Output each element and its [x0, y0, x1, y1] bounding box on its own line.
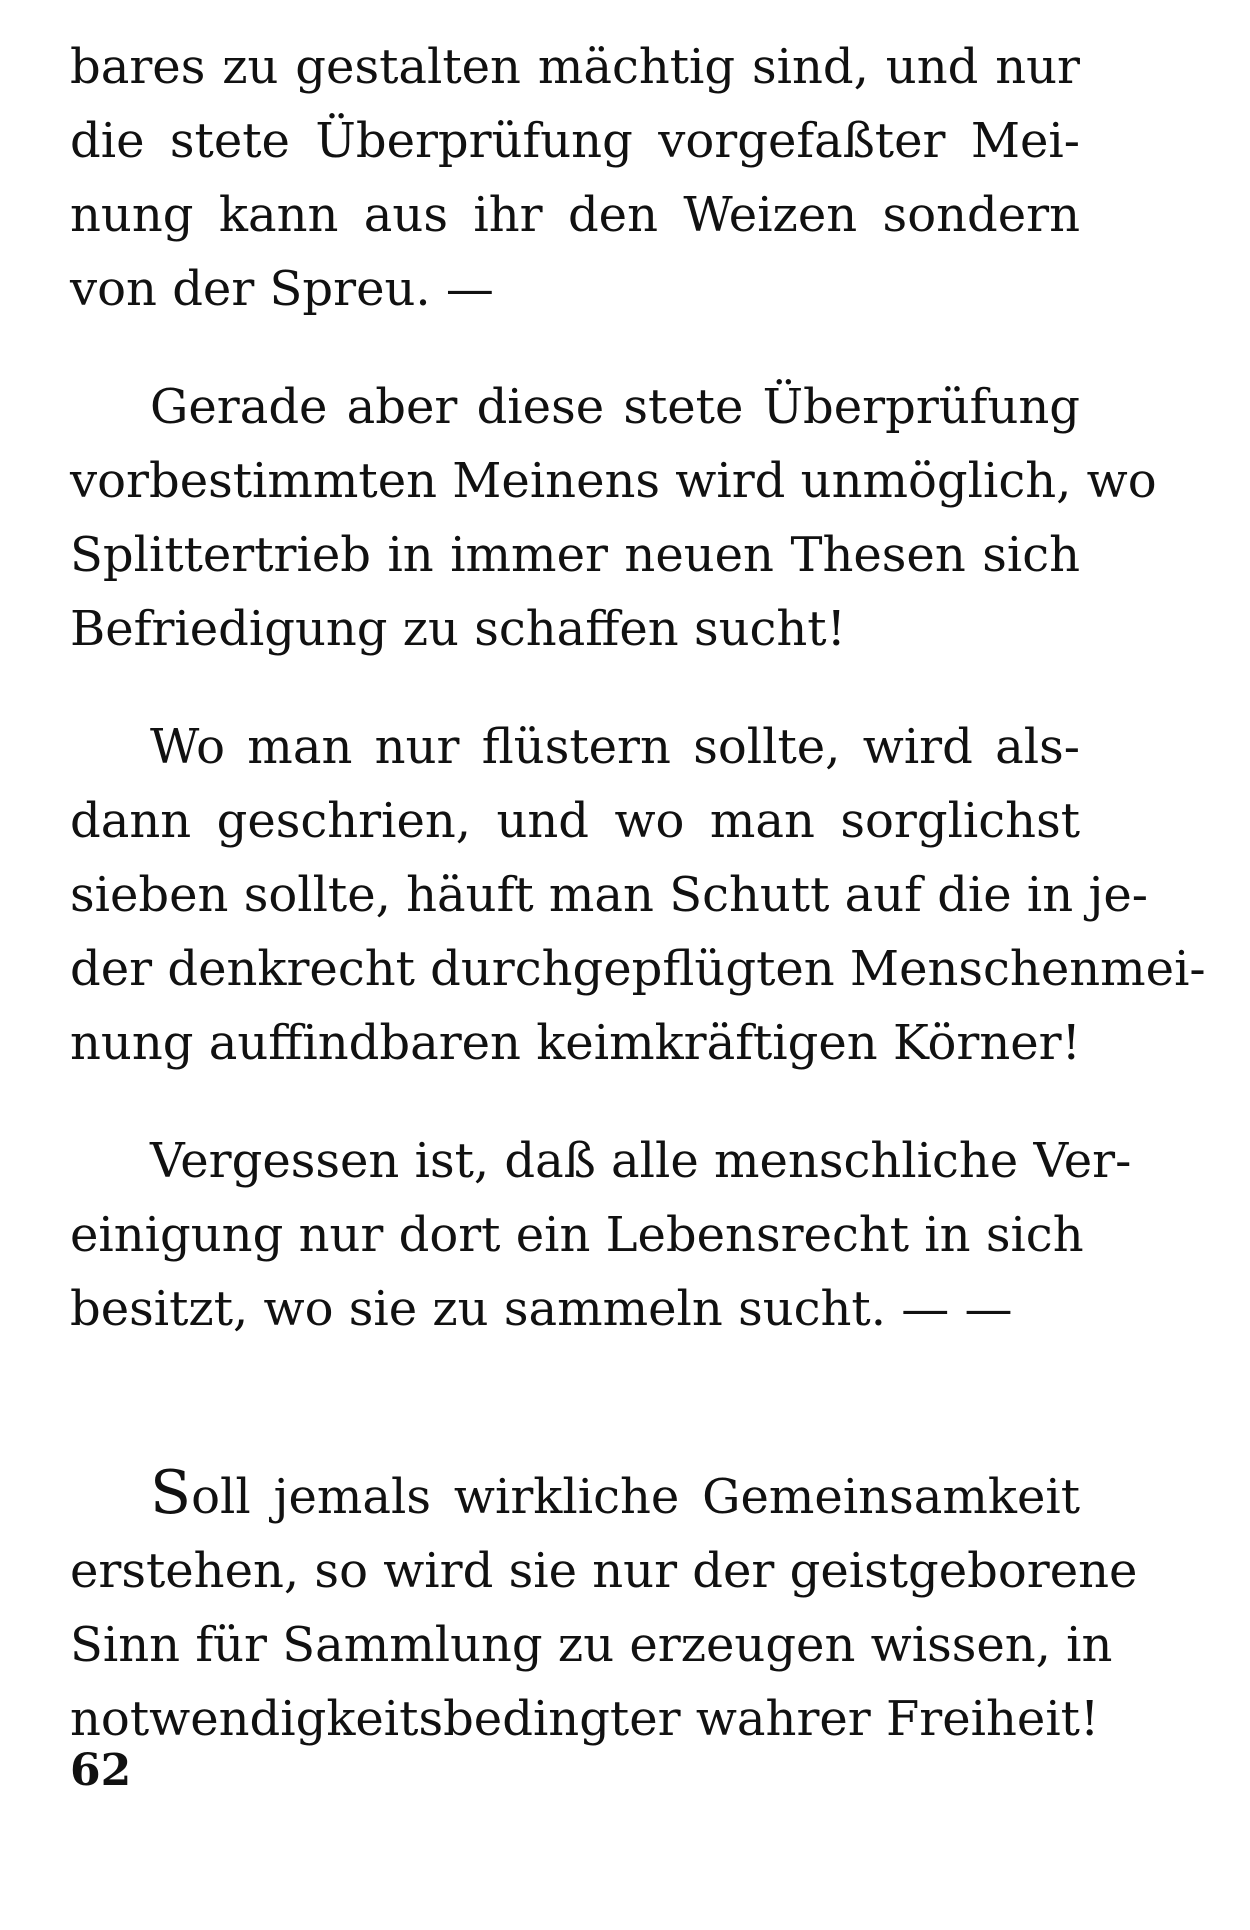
text-line: Vergessen ist, daß alle menschliche Ver-	[150, 1133, 1132, 1189]
text-line	[70, 1456, 1080, 1534]
paragraph-1	[70, 30, 1080, 326]
text-line: Befriedigung zu schaffen sucht!	[70, 601, 846, 657]
text-line: dann geschrien, und wo man sorglichst	[70, 793, 1080, 849]
paragraph-gap	[70, 666, 1080, 710]
body-text	[70, 30, 1206, 1756]
text-line: vorbestimmten Meinens wird unmöglich, wo	[70, 453, 1157, 509]
text-line: bares zu gestalten mächtig sind, und nur	[70, 39, 1080, 95]
paragraph-3	[70, 710, 1206, 1080]
text-line: erstehen, so wird sie nur der geistgeborene	[70, 1543, 1138, 1599]
text-line: der denkrecht durchgepflügten Menschenmei-	[70, 941, 1206, 997]
text-line: Wo man nur flüstern sollte, wird als-	[150, 719, 1080, 775]
text-line: notwendigkeitsbedingter wahrer Freiheit!	[70, 1691, 1100, 1747]
text-line: einigung nur dort ein Lebensrecht in sich	[70, 1207, 1084, 1263]
text-line: nung auffindbaren keimkräftigen Körner!	[70, 1015, 1081, 1071]
paragraph-gap	[70, 326, 1080, 370]
text-line: sieben sollte, häuft man Schutt auf die in je-	[70, 867, 1148, 923]
text-line: von der Spreu. —	[70, 261, 494, 317]
text-line: Sinn für Sammlung zu erzeugen wissen, in	[70, 1617, 1113, 1673]
initial-letter: S	[150, 1458, 192, 1528]
text-line: nung kann aus ihr den Weizen sondern	[70, 187, 1080, 243]
text-line: die stete Überprüfung vorgefaßter Mei-	[70, 113, 1080, 169]
page-number: 62	[70, 1745, 132, 1796]
paragraph-5	[70, 1456, 1138, 1756]
paragraph-gap	[70, 1080, 1080, 1124]
paragraph-2	[70, 370, 1157, 666]
paragraph-4	[70, 1124, 1132, 1346]
text-line: besitzt, wo sie zu sammeln sucht. — —	[70, 1281, 1013, 1337]
section-gap	[70, 1346, 1080, 1456]
first-line-rest: oll jemals wirkliche Gemeinsamkeit	[191, 1469, 1080, 1525]
text-line: Splittertrieb in immer neuen Thesen sich	[70, 527, 1080, 583]
text-line: Gerade aber diese stete Überprüfung	[150, 379, 1080, 435]
